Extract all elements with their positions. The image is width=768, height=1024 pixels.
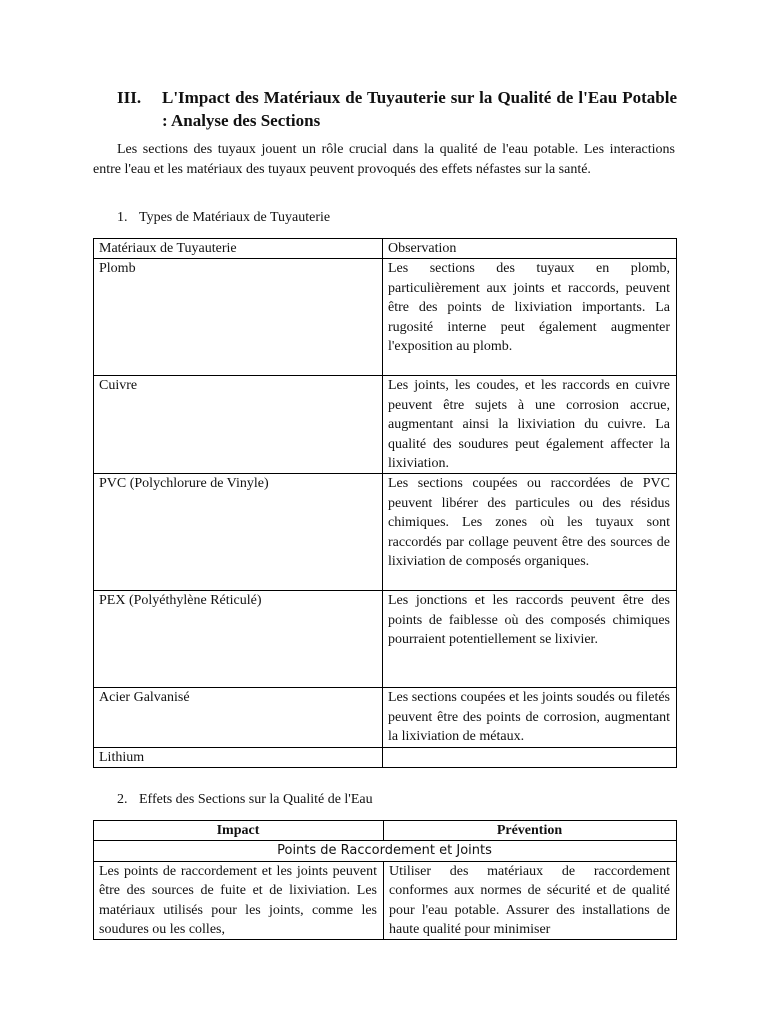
material-cell: Lithium xyxy=(94,747,383,767)
section-heading xyxy=(117,86,677,132)
subsection-1-label: Types de Matériaux de Tuyauterie xyxy=(139,210,331,225)
header-observation: Observation xyxy=(383,239,677,259)
table-row xyxy=(94,474,677,591)
heading-title: L'Impact des Matériaux de Tuyauterie sur la Qualité de l'Eau Potable : Analyse des Sections xyxy=(162,88,677,130)
table-row xyxy=(94,688,677,747)
material-cell: Acier Galvanisé xyxy=(94,688,383,747)
subheader-cell: Points de Raccordement et Joints xyxy=(94,841,677,861)
material-cell: PEX (Polyéthylène Réticulé) xyxy=(94,591,383,688)
table-subheader-row xyxy=(94,841,677,861)
table-row xyxy=(94,376,677,474)
intro-paragraph: Les sections des tuyaux jouent un rôle crucial dans la qualité de l'eau potable. Les interactions entre l'eau et les matériaux des tuyaux peuvent provoqués des effets néfastes sur la santé. xyxy=(93,142,675,177)
observation-cell: Les sections coupées et les joints soudés ou filetés peuvent être des points de corrosion, augmentant la lixiviation de métaux. xyxy=(383,688,677,747)
materials-table xyxy=(93,238,677,768)
observation-cell xyxy=(383,747,677,767)
material-cell: Cuivre xyxy=(94,376,383,474)
observation-cell: Les jonctions et les raccords peuvent être des points de faiblesse où des composés chimiques pourraient potentiellement se lixivier. xyxy=(383,591,677,688)
header-materials: Matériaux de Tuyauterie xyxy=(94,239,383,259)
table-row xyxy=(94,861,677,940)
effects-table xyxy=(93,820,677,940)
table-row xyxy=(94,259,677,376)
observation-cell: Les joints, les coudes, et les raccords en cuivre peuvent être sujets à une corrosion accrue, augmentant ainsi la lixiviation du cuivre. La qualité des soudures peut également affecter la lixiviation. xyxy=(383,376,677,474)
header-impact: Impact xyxy=(94,821,384,841)
material-cell: PVC (Polychlorure de Vinyle) xyxy=(94,474,383,591)
table-row xyxy=(94,591,677,688)
heading-number: III. xyxy=(117,88,142,107)
subsection-2-label: Effets des Sections sur la Qualité de l'Eau xyxy=(139,792,373,807)
table-header-row xyxy=(94,239,677,259)
observation-cell: Les sections coupées ou raccordées de PVC peuvent libérer des particules ou des résidus chimiques. Les zones où les tuyaux sont raccordés par collage peuvent être des sources de lixiviation de composés organiques. xyxy=(383,474,677,591)
prevention-cell: Utiliser des matériaux de raccordement conformes aux normes de sécurité et de qualité pour l'eau potable. Assurer des installations de haute qualité pour minimiser xyxy=(384,861,677,940)
observation-cell: Les sections des tuyaux en plomb, particulièrement aux joints et raccords, peuvent être des points de lixiviation importants. La rugosité interne peut également augmenter l'exposition au plomb. xyxy=(383,259,677,376)
subsection-1-number: 1. xyxy=(117,210,128,225)
impact-cell: Les points de raccordement et les joints peuvent être des sources de fuite et de lixiviation. Les matériaux utilisés pour les joints, comme les soudures ou les colles, xyxy=(94,861,384,940)
table-header-row xyxy=(94,821,677,841)
header-prevention: Prévention xyxy=(384,821,677,841)
subsection-2-title xyxy=(117,790,373,810)
subsection-1-title xyxy=(117,208,330,228)
material-cell: Plomb xyxy=(94,259,383,376)
subsection-2-number: 2. xyxy=(117,792,128,807)
table-row xyxy=(94,747,677,767)
